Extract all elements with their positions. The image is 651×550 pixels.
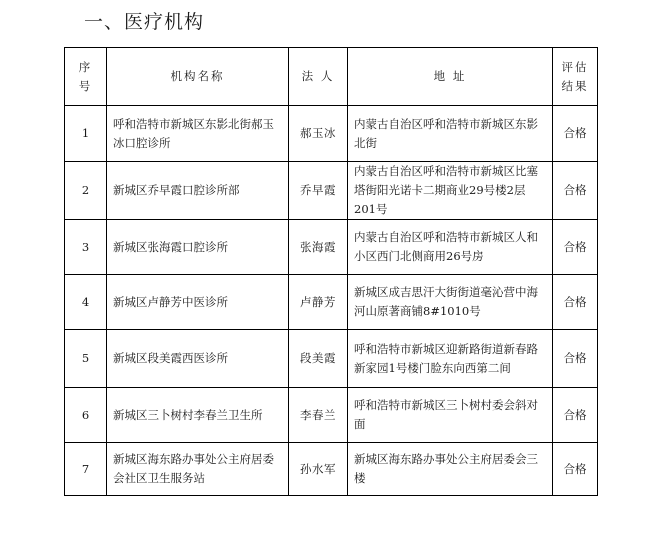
row-legal-person: 段美霞 xyxy=(289,330,348,388)
row-address: 呼和浩特市新城区三卜树村委会斜对面 xyxy=(348,388,553,443)
row-result: 合格 xyxy=(553,275,598,330)
row-institution-name: 新城区三卜树村李春兰卫生所 xyxy=(107,388,289,443)
row-address: 新城区成吉思汗大街街道毫沁营中海河山原著商铺8#1010号 xyxy=(348,275,553,330)
row-institution-name: 新城区乔早霞口腔诊所部 xyxy=(107,162,289,220)
header-result-line-2: 结果 xyxy=(561,78,589,93)
table-row xyxy=(65,275,598,330)
table-row xyxy=(65,330,598,388)
row-institution-name: 新城区张海霞口腔诊所 xyxy=(107,220,289,275)
row-number: 1 xyxy=(65,106,107,162)
table-row xyxy=(65,220,598,275)
row-address: 内蒙古自治区呼和浩特市新城区人和小区西门北侧商用26号房 xyxy=(348,220,553,275)
section-title: 一、医疗机构 xyxy=(84,11,205,33)
row-legal-person: 郝玉冰 xyxy=(289,106,348,162)
row-legal-person: 乔早霞 xyxy=(289,162,348,220)
row-institution-name: 呼和浩特市新城区东影北街郝玉冰口腔诊所 xyxy=(107,106,289,162)
row-number: 6 xyxy=(65,388,107,443)
medical-institutions-table xyxy=(64,47,598,496)
row-address: 新城区海东路办事处公主府居委会三楼 xyxy=(348,443,553,496)
row-number: 2 xyxy=(65,162,107,220)
row-legal-person: 卢静芳 xyxy=(289,275,348,330)
header-result-line-1: 评估 xyxy=(561,59,589,74)
row-legal-person: 张海霞 xyxy=(289,220,348,275)
header-name: 机构名称 xyxy=(107,48,289,106)
row-number: 7 xyxy=(65,443,107,496)
row-legal-person: 孙水军 xyxy=(289,443,348,496)
header-result xyxy=(553,48,598,106)
row-institution-name: 新城区卢静芳中医诊所 xyxy=(107,275,289,330)
table-row xyxy=(65,443,598,496)
row-result: 合格 xyxy=(553,106,598,162)
row-address: 呼和浩特市新城区迎新路街道新春路新家园1号楼门脸东向西第二间 xyxy=(348,330,553,388)
row-institution-name: 新城区海东路办事处公主府居委会社区卫生服务站 xyxy=(107,443,289,496)
table-row xyxy=(65,162,598,220)
table-row xyxy=(65,388,598,443)
row-result: 合格 xyxy=(553,330,598,388)
row-number: 3 xyxy=(65,220,107,275)
row-address: 内蒙古自治区呼和浩特市新城区比塞塔街阳光诺卡二期商业29号楼2层201号 xyxy=(348,162,553,220)
header-address: 地 址 xyxy=(348,48,553,106)
row-legal-person: 李春兰 xyxy=(289,388,348,443)
row-number: 5 xyxy=(65,330,107,388)
row-result: 合格 xyxy=(553,443,598,496)
row-result: 合格 xyxy=(553,162,598,220)
header-person: 法 人 xyxy=(289,48,348,106)
row-result: 合格 xyxy=(553,388,598,443)
header-number xyxy=(65,48,107,106)
row-number: 4 xyxy=(65,275,107,330)
row-address: 内蒙古自治区呼和浩特市新城区东影北街 xyxy=(348,106,553,162)
header-number-line-2: 号 xyxy=(78,78,93,93)
header-number-line-1: 序 xyxy=(78,59,93,74)
table-header-row xyxy=(65,48,598,106)
row-institution-name: 新城区段美霞西医诊所 xyxy=(107,330,289,388)
table-row xyxy=(65,106,598,162)
row-result: 合格 xyxy=(553,220,598,275)
